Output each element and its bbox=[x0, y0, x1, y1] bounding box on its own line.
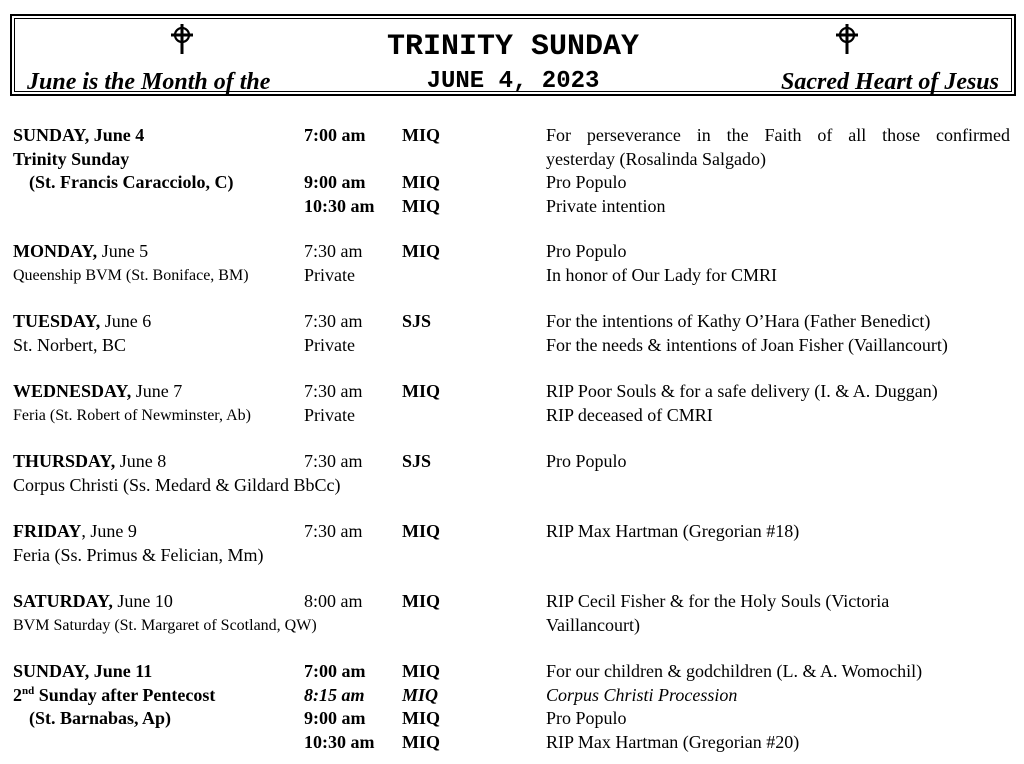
schedule-line bbox=[13, 148, 1013, 172]
mass-time: 9:00 am bbox=[304, 172, 366, 192]
celebrant: MIQ bbox=[402, 731, 440, 752]
celebrant: MIQ bbox=[402, 381, 440, 401]
feast-label: Feria (Ss. Primus & Felician, Mm) bbox=[13, 544, 264, 565]
mass-intention: For the needs & intentions of Joan Fisher (Vaillancourt) bbox=[546, 334, 948, 355]
schedule-day bbox=[13, 124, 1013, 218]
celebrant: MIQ bbox=[402, 172, 440, 192]
mass-intention: RIP Poor Souls & for a safe delivery (I. & A. Duggan) bbox=[546, 381, 938, 401]
mass-intention: For perseverance in the Faith of all those confirmed bbox=[546, 125, 1010, 145]
celebrant: MIQ bbox=[402, 241, 440, 261]
schedule-line bbox=[13, 707, 1013, 731]
mass-time: 8:15 am bbox=[304, 684, 365, 705]
mass-intention: In honor of Our Lady for CMRI bbox=[546, 264, 777, 285]
feast-label: Trinity Sunday bbox=[13, 148, 130, 169]
mass-time: 7:00 am bbox=[304, 661, 366, 681]
mass-time: 7:30 am bbox=[304, 311, 363, 331]
schedule-line bbox=[13, 450, 1013, 474]
schedule-day bbox=[13, 310, 1013, 357]
day-label: SATURDAY, June 10 bbox=[13, 591, 173, 611]
day-label: THURSDAY, June 8 bbox=[13, 451, 167, 471]
mass-time: 8:00 am bbox=[304, 591, 363, 611]
schedule-line bbox=[13, 590, 1013, 614]
schedule-day bbox=[13, 590, 1013, 637]
schedule-line bbox=[13, 124, 1013, 148]
feast-label: BVM Saturday (St. Margaret of Scotland, QW) bbox=[13, 616, 317, 634]
day-label: SUNDAY, June 4 bbox=[13, 125, 145, 145]
mass-intention: Pro Populo bbox=[546, 708, 627, 728]
month-dedication-right: Sacred Heart of Jesus bbox=[781, 69, 999, 95]
schedule-line bbox=[13, 195, 1013, 219]
mass-time: 7:00 am bbox=[304, 125, 366, 145]
celebrant: MIQ bbox=[402, 521, 440, 541]
mass-time: 7:30 am bbox=[304, 521, 363, 541]
mass-time: 9:00 am bbox=[304, 708, 366, 728]
mass-intention: For our children & godchildren (L. & A. Womochil) bbox=[546, 661, 923, 681]
schedule-line bbox=[13, 380, 1013, 404]
feast-label: 2nd Sunday after Pentecost bbox=[13, 684, 216, 705]
mass-intention: Private intention bbox=[546, 195, 666, 216]
celebrant: MIQ bbox=[402, 125, 440, 145]
mass-intention: Corpus Christi Procession bbox=[546, 684, 738, 705]
mass-intention: Pro Populo bbox=[546, 241, 627, 261]
day-label: MONDAY, June 5 bbox=[13, 241, 149, 261]
schedule-line bbox=[13, 731, 1013, 755]
mass-time: 7:30 am bbox=[304, 451, 363, 471]
celebrant: MIQ bbox=[402, 684, 439, 705]
feast-label: St. Norbert, BC bbox=[13, 334, 127, 355]
schedule-line bbox=[13, 660, 1013, 684]
schedule-line bbox=[13, 334, 1013, 358]
celebrant: SJS bbox=[402, 311, 432, 331]
feast-label: Queenship BVM (St. Boniface, BM) bbox=[13, 266, 249, 284]
commemoration-label: (St. Francis Caracciolo, C) bbox=[29, 172, 234, 192]
page-date: JUNE 4, 2023 bbox=[426, 68, 600, 95]
mass-intention: RIP Max Hartman (Gregorian #18) bbox=[546, 521, 800, 541]
schedule-line bbox=[13, 474, 1013, 498]
celebrant: MIQ bbox=[402, 708, 440, 728]
schedule-day bbox=[13, 240, 1013, 287]
day-label: FRIDAY, June 9 bbox=[13, 521, 137, 541]
schedule-line bbox=[13, 171, 1013, 195]
schedule-day bbox=[13, 450, 1013, 497]
mass-time: Private bbox=[304, 404, 355, 425]
schedule-day bbox=[13, 520, 1013, 567]
mass-time: Private bbox=[304, 334, 355, 355]
celebrant: SJS bbox=[402, 451, 432, 471]
schedule-line bbox=[13, 404, 1013, 428]
mass-intention-continued: yesterday (Rosalinda Salgado) bbox=[546, 148, 766, 169]
mass-time: 10:30 am bbox=[304, 731, 375, 752]
schedule-line bbox=[13, 240, 1013, 264]
feast-label: Feria (St. Robert of Newminster, Ab) bbox=[13, 406, 251, 424]
day-label: TUESDAY, June 6 bbox=[13, 311, 152, 331]
schedule-line bbox=[13, 310, 1013, 334]
schedule-line bbox=[13, 614, 1013, 638]
page-title: TRINITY SUNDAY bbox=[386, 30, 640, 64]
celebrant: MIQ bbox=[402, 661, 440, 681]
commemoration-label: (St. Barnabas, Ap) bbox=[29, 708, 172, 728]
schedule-line bbox=[13, 520, 1013, 544]
mass-intention: RIP Cecil Fisher & for the Holy Souls (Victoria bbox=[546, 591, 890, 611]
bulletin-header bbox=[10, 14, 1016, 96]
mass-intention: RIP Max Hartman (Gregorian #20) bbox=[546, 731, 800, 752]
mass-time: 7:30 am bbox=[304, 381, 363, 401]
mass-intention: Pro Populo bbox=[546, 451, 627, 471]
celebrant: MIQ bbox=[402, 591, 440, 611]
day-label: SUNDAY, June 11 bbox=[13, 661, 153, 681]
mass-intention: For the intentions of Kathy O’Hara (Father Benedict) bbox=[546, 311, 931, 331]
schedule-line bbox=[13, 684, 1013, 708]
schedule-line bbox=[13, 544, 1013, 568]
celebrant: MIQ bbox=[402, 195, 440, 216]
mass-intention: Pro Populo bbox=[546, 172, 627, 192]
day-label: WEDNESDAY, June 7 bbox=[13, 381, 183, 401]
mass-time: Private bbox=[304, 264, 355, 285]
mass-intention: RIP deceased of CMRI bbox=[546, 404, 713, 425]
month-dedication-left: June is the Month of the bbox=[27, 69, 271, 95]
mass-intention-continued: Vaillancourt) bbox=[546, 614, 640, 635]
mass-time: 7:30 am bbox=[304, 241, 363, 261]
mass-time: 10:30 am bbox=[304, 195, 375, 216]
schedule-day bbox=[13, 660, 1013, 754]
feast-label: Corpus Christi (Ss. Medard & Gildard BbCc) bbox=[13, 474, 341, 495]
schedule-line bbox=[13, 264, 1013, 288]
schedule-day bbox=[13, 380, 1013, 427]
